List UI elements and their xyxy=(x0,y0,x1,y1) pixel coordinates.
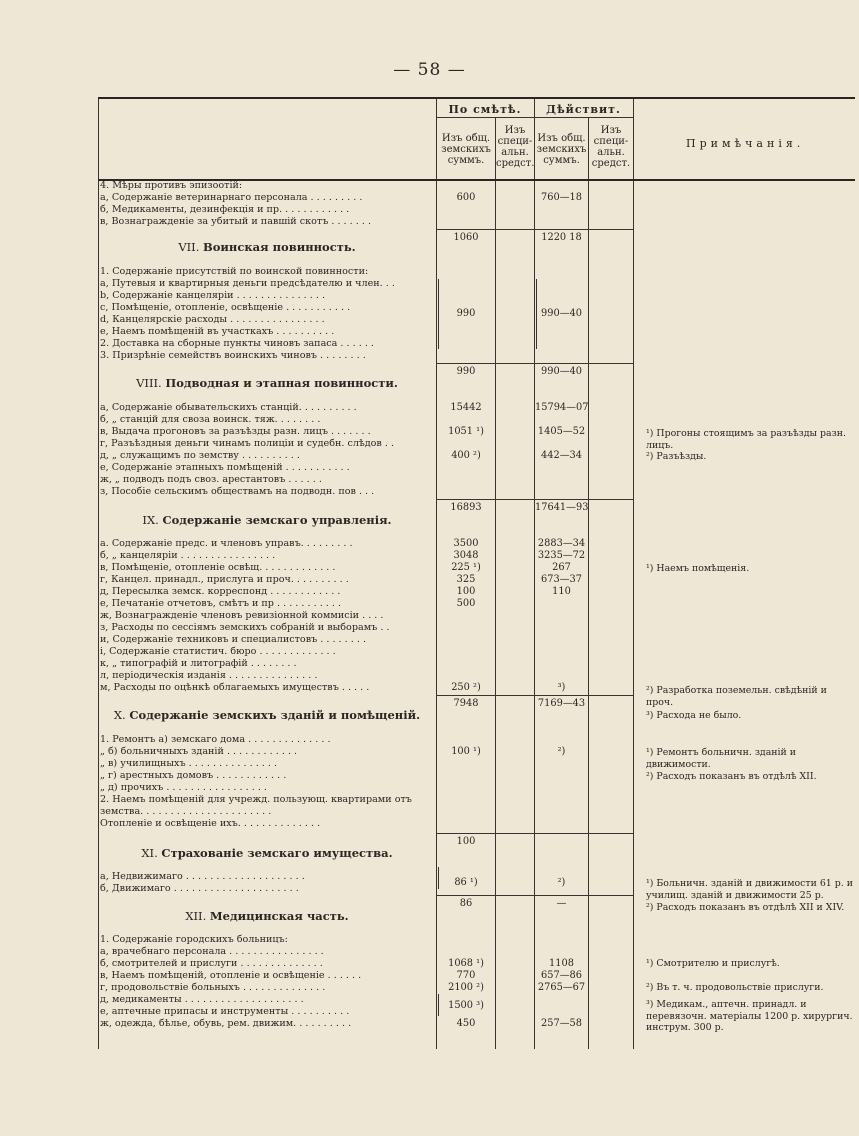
section-title xyxy=(98,513,436,527)
line-item: е, Печатанiе отчетовъ, смѣтъ и пр . . . . . . . . . . . xyxy=(100,598,342,609)
actual-value: ²) xyxy=(557,746,566,757)
footnote: ¹) Прогоны стоящимъ за разъѣзды разн. лицъ. xyxy=(646,428,846,451)
line-item: i, Содержанiе статистич. бюро . . . . . . . . . . . . . xyxy=(100,646,336,657)
line-item: л, перiодическiя изданiя . . . . . . . . . . . . . . . xyxy=(100,670,318,681)
header-general-sums-actual: Изъ общ. земскихъ суммъ. xyxy=(536,133,587,166)
footnote: ²) Разработка поземельн. свѣдѣнiй и проч. xyxy=(646,685,827,708)
estimate-value: 86 xyxy=(459,898,473,909)
estimate-value: 7948 xyxy=(453,698,479,709)
line-item: в, Выдача прогоновъ за разъѣзды разн. лицъ . . . . . . . xyxy=(100,426,371,437)
line-item: в, Помѣщенiе, отопленiе освѣщ. . . . . . . . . . . . . xyxy=(100,562,336,573)
section-number: IX. xyxy=(142,513,163,527)
footnote: ³) Медикам., аптечн. принадл. и перевязочн. матерiалы 1200 р. хирургич. инструм. 300 р. xyxy=(646,999,853,1033)
section-title xyxy=(98,376,436,390)
estimate-value: 770 xyxy=(456,970,476,981)
header-actual: Дѣйствит. xyxy=(546,103,621,116)
table-rule xyxy=(495,117,496,1049)
estimate-value: 15442 xyxy=(450,402,482,413)
section-number: XII. xyxy=(185,909,210,923)
actual-value: ²) xyxy=(557,877,566,888)
section-number: VIII. xyxy=(136,376,166,390)
footnote: ²) Разъѣзды. xyxy=(646,451,707,462)
header-special-funds: Изъ специ-альн. средст. xyxy=(496,125,535,169)
footnote: ¹) Ремонтъ больничн. зданiй и движимости. xyxy=(646,747,797,770)
line-item: а, Содержанiе обывательскихъ станцiй. . . . . . . . . . xyxy=(100,402,357,413)
line-item: з, Расходы по сессiямъ земскихъ собранiй и выборамъ . . xyxy=(100,622,390,633)
line-item: а. Содержанiе предс. и членовъ управъ. . . . . . . . . xyxy=(100,538,353,549)
budget-table xyxy=(98,97,855,1049)
section-name: Подводная и этапная повинности. xyxy=(165,376,398,390)
line-item: 2. Доставка на сборные пункты чиновъ запаса . . . . . . xyxy=(100,338,374,349)
line-item: „ г) арестныхъ домовъ . . . . . . . . . . . . xyxy=(100,770,287,781)
page-number: — 58 — xyxy=(393,60,466,80)
estimate-value: 2100 ²) xyxy=(448,982,484,993)
estimate-value: 325 xyxy=(456,574,476,585)
line-item: б, Движимаго . . . . . . . . . . . . . . . . . . . . . xyxy=(100,883,299,894)
header-notes: Примѣчанія. xyxy=(686,137,805,150)
actual-value: 2765—67 xyxy=(537,982,586,993)
footnote: ¹) Смотрителю и прислугѣ. xyxy=(646,958,780,969)
line-item: 1. Ремонтъ а) земскаго дома . . . . . . . . . . . . . . xyxy=(100,734,331,745)
actual-value: 1405—52 xyxy=(537,426,586,437)
actual-value: 267 xyxy=(552,562,571,573)
line-item: „ д) прочихъ . . . . . . . . . . . . . . . . . xyxy=(100,782,267,793)
actual-value: 257—58 xyxy=(541,1018,582,1029)
actual-value: 760—18 xyxy=(541,192,582,203)
estimate-value: 250 ²) xyxy=(451,682,481,693)
section-title xyxy=(98,909,436,923)
footnote: ²) Расходъ показанъ въ отдѣлѣ XII. xyxy=(646,771,817,782)
line-item: ж, одежда, бѣлье, обувь, рем. движим. . . . . . . . . . xyxy=(100,1018,352,1029)
estimate-value: 990 xyxy=(456,308,476,319)
line-item: „ б) больничныхъ зданiй . . . . . . . . . . . . xyxy=(100,746,298,757)
subtotal-rule xyxy=(436,833,633,834)
estimate-value: 1068 ¹) xyxy=(448,958,484,969)
line-item: б, „ канцелярiи . . . . . . . . . . . . . . . . xyxy=(100,550,276,561)
line-item: ж, „ подводъ подъ своз. арестантовъ . . . . . . xyxy=(100,474,322,485)
line-item: 3. Призрѣнiе семействъ воинскихъ чиновъ . . . . . . . . xyxy=(100,350,366,361)
estimate-value: 400 ²) xyxy=(451,450,481,461)
header-estimate: По смѣтѣ. xyxy=(448,103,522,116)
line-item: 1. Содержанiе присутствiй по воинской повинности: xyxy=(100,266,369,277)
line-item: б, Медикаменты, дезинфекцiя и пр. . . . . . . . . . . . xyxy=(100,204,350,215)
section-title xyxy=(98,846,436,860)
actual-value: 110 xyxy=(552,586,571,597)
estimate-value: 100 xyxy=(456,586,476,597)
header-special-funds-actual: Изъ специ-альн. средст. xyxy=(591,125,631,169)
line-item: к, „ типографiй и литографiй . . . . . . . . xyxy=(100,658,297,669)
line-item: г, Канцел. принадл., прислуга и проч. . . . . . . . . . xyxy=(100,574,349,585)
line-item: „ в) училищныхъ . . . . . . . . . . . . . . . xyxy=(100,758,278,769)
footnote: ²) Въ т. ч. продовольствiе прислуги. xyxy=(646,982,824,993)
line-item: 4. Мѣры противъ эпизоотiй: xyxy=(100,180,243,191)
line-item: д, Пересылка земск. корреспонд . . . . . . . . . . . . xyxy=(100,586,341,597)
actual-value: 3235—72 xyxy=(537,550,586,561)
estimate-value: 100 ¹) xyxy=(451,746,481,757)
estimate-value: 225 ¹) xyxy=(451,562,481,573)
actual-value: 673—37 xyxy=(541,574,582,585)
line-item: б, „ станцiй для своза воинск. тяж. . . . . . . . xyxy=(100,414,321,425)
subtotal-rule xyxy=(436,363,633,364)
actual-value: 1108 xyxy=(549,958,574,969)
line-item: а, Недвижимаго . . . . . . . . . . . . . . . . . . . . xyxy=(100,871,305,882)
line-item: б, смотрителей и прислуги . . . . . . . . . . . . . . xyxy=(100,958,323,969)
actual-value: 1220 18 xyxy=(541,232,582,243)
table-rule xyxy=(633,99,634,1049)
line-item: е, Содержанiе этапныхъ помѣщенiй . . . . . . . . . . . xyxy=(100,462,350,473)
section-title xyxy=(98,708,436,722)
line-item: Отопленiе и освѣщенiе ихъ. . . . . . . . . . . . . . xyxy=(100,818,321,829)
subtotal-rule xyxy=(436,229,633,230)
section-number: VII. xyxy=(178,240,204,254)
actual-value: 17641—93 xyxy=(535,502,589,513)
line-item: а, врачебнаго персонала . . . . . . . . . . . . . . . . xyxy=(100,946,324,957)
estimate-value: 990 xyxy=(456,366,476,377)
subtotal-rule xyxy=(436,499,633,500)
line-item: д, медикаменты . . . . . . . . . . . . . . . . . . . . xyxy=(100,994,304,1005)
line-item: в, Наемъ помѣщенiй, отопленiе и освѣщенiе . . . . . . xyxy=(100,970,362,981)
table-rule xyxy=(588,117,589,1049)
estimate-value: 1060 xyxy=(453,232,479,243)
footnote: ²) Расходъ показанъ въ отдѣлѣ XII и XIV. xyxy=(646,902,845,913)
estimate-value: 450 xyxy=(456,1018,476,1029)
header-general-sums: Изъ общ. земскихъ суммъ. xyxy=(441,133,491,166)
line-item: e, Наемъ помѣщенiй въ участкахъ . . . . . . . . . . xyxy=(100,326,335,337)
line-item: d, Канцелярскiе расходы . . . . . . . . . . . . . . . . xyxy=(100,314,325,325)
estimate-value: 86 ¹) xyxy=(454,877,478,888)
table-rule xyxy=(436,117,633,118)
footnote: ¹) Больничн. зданiй и движимости 61 р. и училищ. зданiй и движимости 25 р. xyxy=(646,878,853,901)
estimate-value: 1051 ¹) xyxy=(448,426,484,437)
line-item: з, Пособiе сельскимъ обществамъ на подводн. пов . . . xyxy=(100,486,375,497)
section-title xyxy=(98,240,436,254)
section-name: Медицинская часть. xyxy=(209,909,349,923)
estimate-value: 1500 ³) xyxy=(448,1000,484,1011)
actual-value: ³) xyxy=(557,682,566,693)
section-name: Содержанiе земскихъ зданiй и помѣщенiй. xyxy=(129,708,421,722)
line-item: а, Содержанiе ветеринарнаго персонала . . . . . . . . . xyxy=(100,192,363,203)
section-name: Содержанiе земскаго управленiя. xyxy=(162,513,392,527)
line-item: е, аптечные припасы и инструменты . . . . . . . . . . xyxy=(100,1006,350,1017)
line-item: д, „ служащимъ по земству . . . . . . . . . . xyxy=(100,450,300,461)
estimate-value: 600 xyxy=(456,192,476,203)
actual-value: 15794—07 xyxy=(535,402,589,413)
actual-value: 657—86 xyxy=(541,970,582,981)
line-item: ж, Вознагражденiе членовъ ревизiонной коммисiи . . . . xyxy=(100,610,384,621)
section-number: X. xyxy=(113,708,130,722)
actual-value: 990—40 xyxy=(541,308,582,319)
line-item: а, Путевыя и квартирныя деньги предсѣдателю и член. . . xyxy=(100,278,395,289)
footnote: ¹) Наемъ помѣщенiя. xyxy=(646,563,750,574)
line-item: 2. Наемъ помѣщенiй для учрежд. пользующ. квартирами отъ xyxy=(100,794,412,805)
actual-value: 990—40 xyxy=(541,366,582,377)
estimate-value: 3500 xyxy=(453,538,479,549)
estimate-value: 500 xyxy=(456,598,476,609)
section-name: Страхованiе земскаго имущества. xyxy=(161,846,393,860)
line-item: г, продовольствiе больныхъ . . . . . . . . . . . . . . xyxy=(100,982,326,993)
line-item: г, Разъѣздныя деньги чинамъ полицiи и судебн. слѣдов . . xyxy=(100,438,395,449)
line-item: м, Расходы по оцѣнкѣ облагаемыхъ имуществъ . . . . . xyxy=(100,682,370,693)
line-item: 1. Содержанiе городскихъ больницъ: xyxy=(100,934,288,945)
section-name: Воинская повинность. xyxy=(203,240,356,254)
line-item: и, Содержанiе техниковъ и специалистовъ . . . . . . . . xyxy=(100,634,366,645)
actual-value: — xyxy=(556,898,567,909)
section-number: XI. xyxy=(141,846,162,860)
line-item: b, Содержанiе канцелярiи . . . . . . . . . . . . . . . xyxy=(100,290,326,301)
estimate-value: 16893 xyxy=(450,502,482,513)
line-item: c, Помѣщенiе, отопленiе, освѣщенiе . . . . . . . . . . . xyxy=(100,302,351,313)
actual-value: 7169—43 xyxy=(537,698,586,709)
line-item: в, Вознагражденiе за убитый и павшiй скотъ . . . . . . . xyxy=(100,216,372,227)
subtotal-rule xyxy=(436,695,633,696)
actual-value: 2883—34 xyxy=(537,538,586,549)
subtotal-rule xyxy=(436,895,633,896)
footnote: ³) Расхода не было. xyxy=(646,710,742,721)
line-item: земства. . . . . . . . . . . . . . . . . . . . . . xyxy=(100,806,272,817)
estimate-value: 100 xyxy=(456,836,476,847)
estimate-value: 3048 xyxy=(453,550,479,561)
actual-value: 442—34 xyxy=(541,450,582,461)
